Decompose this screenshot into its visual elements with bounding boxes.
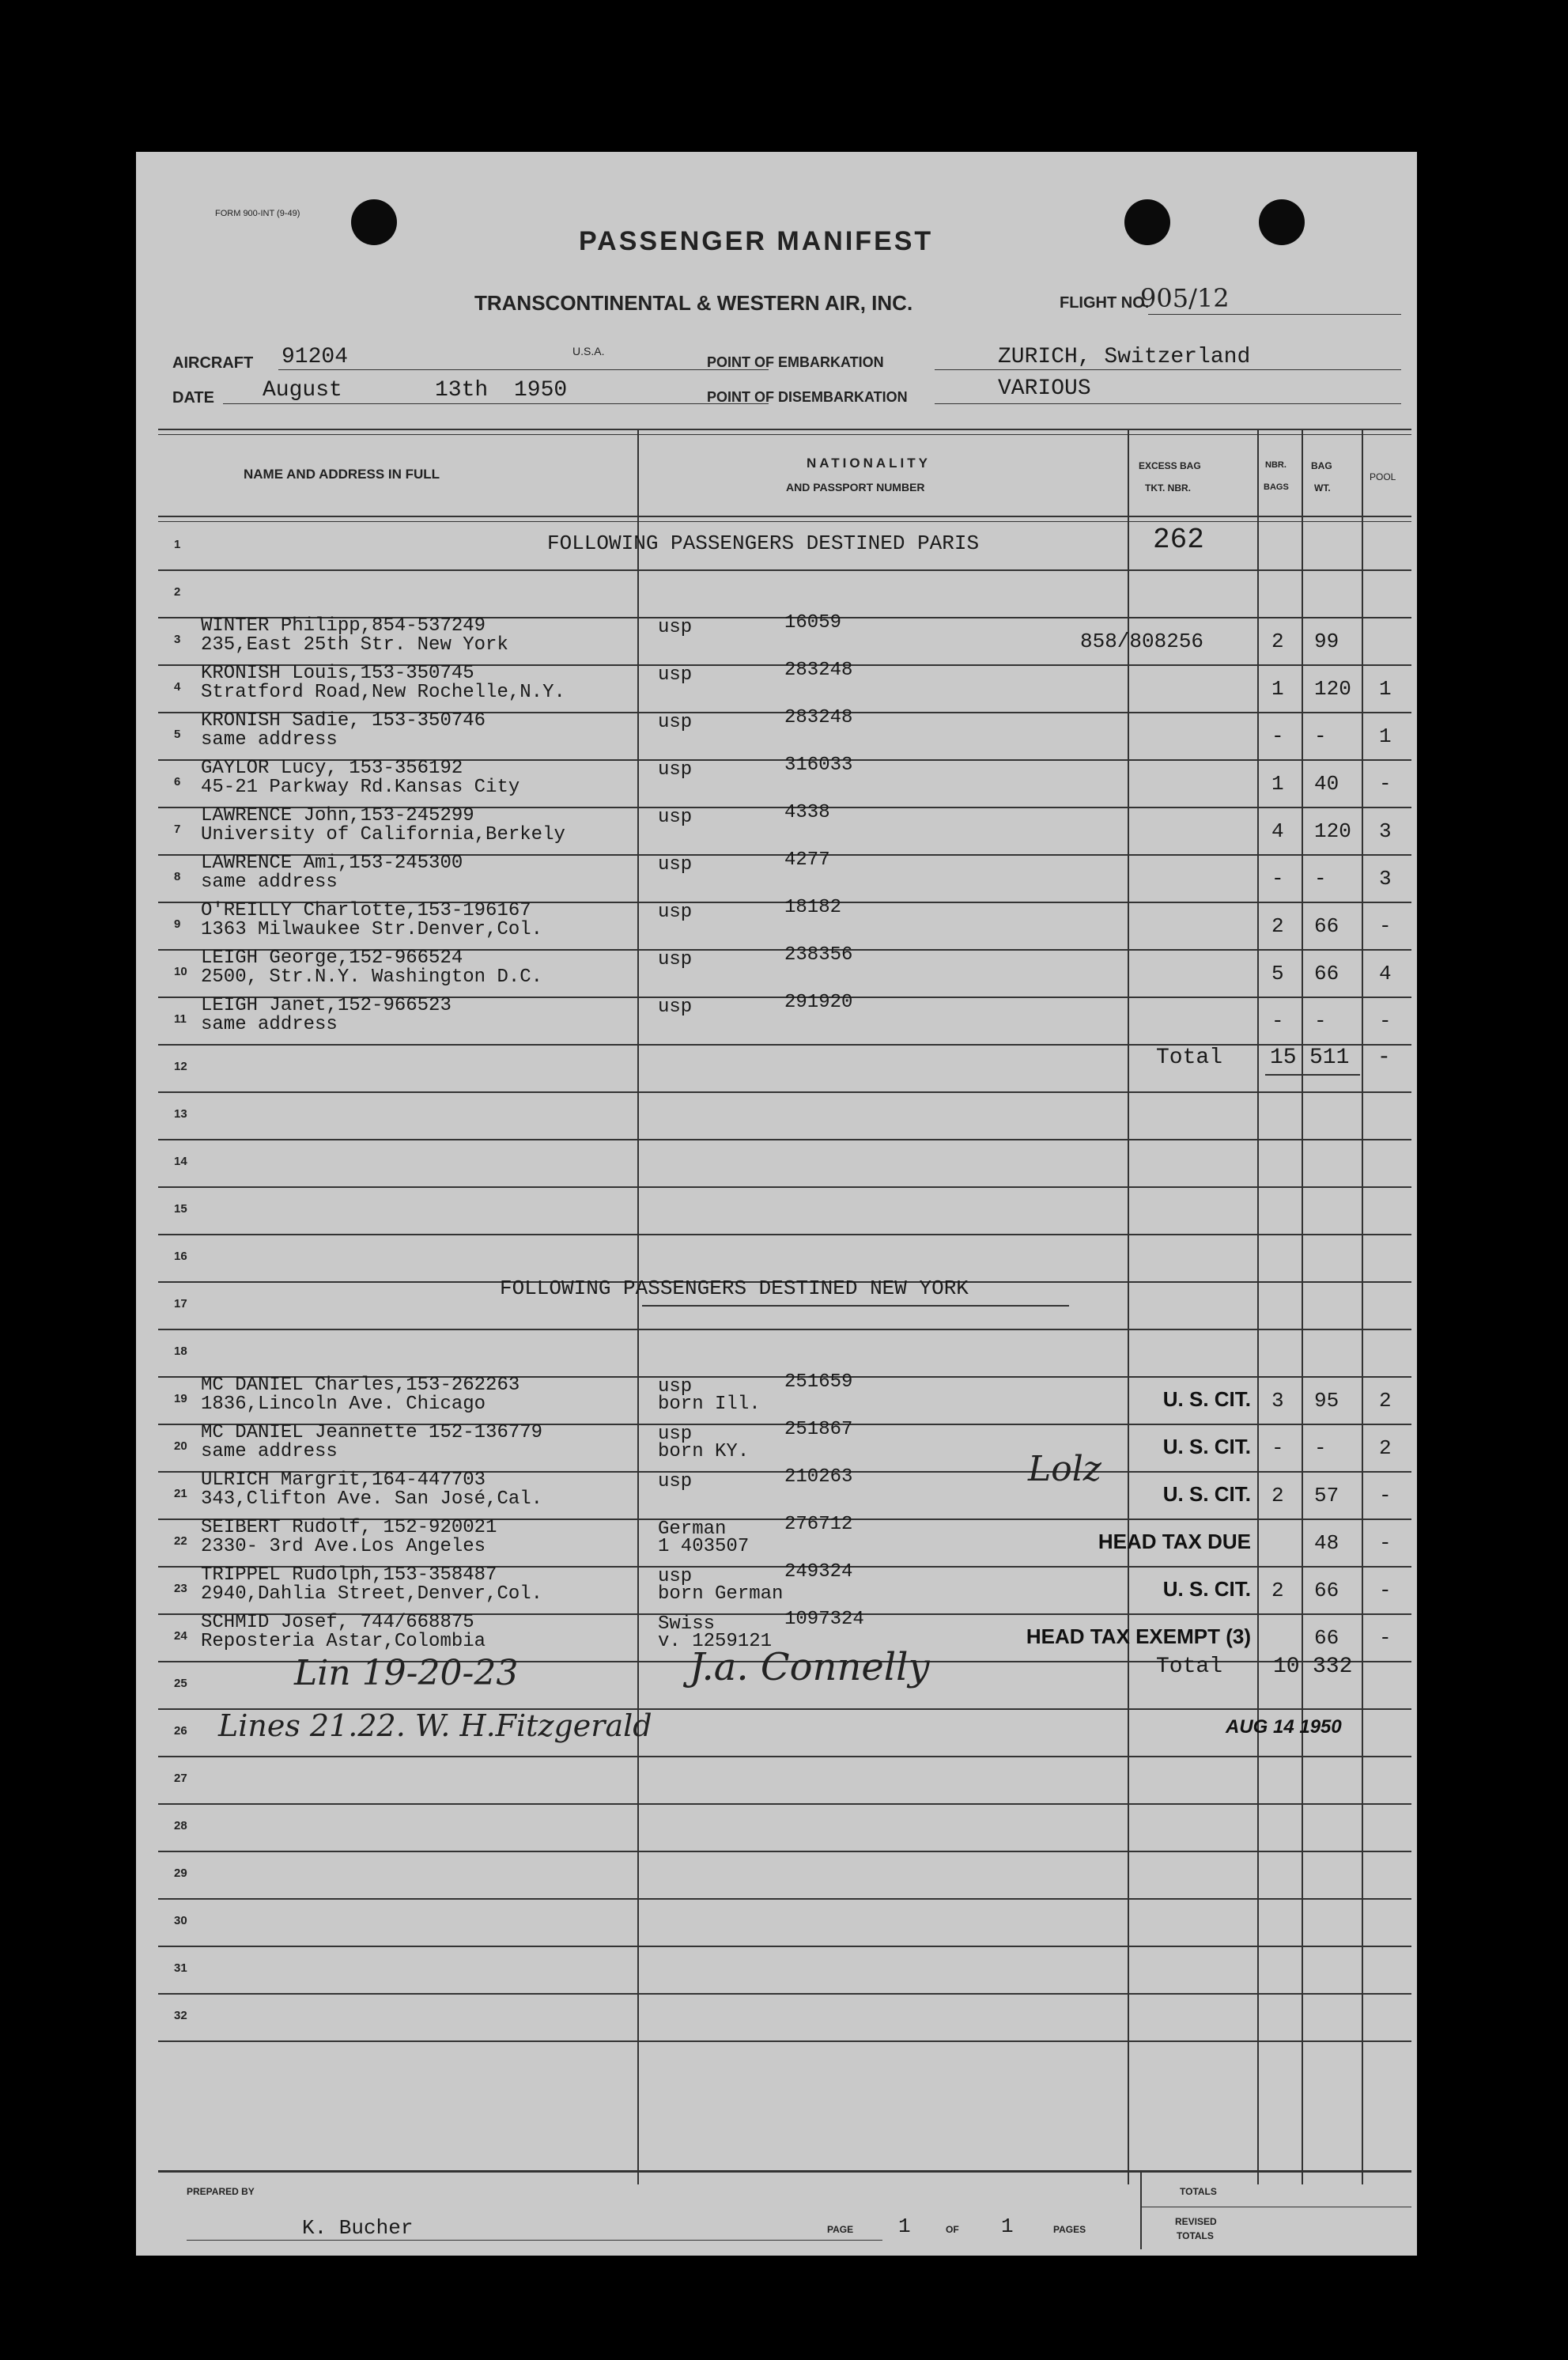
passenger-name: ULRICH Margrit,164-447703	[201, 1469, 486, 1491]
handwritten-lines-note-2: Lines 21.22. W. H.Fitzgerald	[218, 1708, 652, 1743]
passenger-address: same address	[201, 729, 338, 751]
revised-label: REVISED	[1175, 2216, 1217, 2227]
passenger-address: University of California,Berkely	[201, 824, 565, 845]
row-number: 28	[174, 1819, 187, 1832]
citizenship-stamp: HEAD TAX DUE	[1098, 1530, 1251, 1553]
table-row	[136, 1805, 1417, 1852]
bag-count: 2	[1271, 914, 1284, 938]
pool-value: -	[1379, 1009, 1392, 1033]
nationality-note: 1 403507	[658, 1536, 750, 1557]
row-number: 29	[174, 1866, 187, 1880]
citizenship-stamp: U. S. CIT.	[1162, 1482, 1251, 1506]
passenger-name: MC DANIEL Charles,153-262263	[201, 1375, 520, 1396]
row-number: 4	[174, 680, 181, 694]
passport-number: 4277	[784, 849, 830, 871]
aircraft-underline	[278, 369, 769, 370]
bag-weight: -	[1314, 1009, 1327, 1033]
punch-hole	[1124, 199, 1170, 245]
paris-total-label: Total	[1156, 1046, 1223, 1070]
passenger-name: GAYLOR Lucy, 153-356192	[201, 758, 463, 779]
total-underline	[1265, 1074, 1360, 1076]
table-bottom-border	[158, 2170, 1411, 2173]
table-row	[136, 992, 1417, 1046]
table-row	[136, 1419, 1417, 1473]
passport-number: 1097324	[784, 1609, 864, 1630]
passenger-name: LAWRENCE John,153-245299	[201, 805, 474, 826]
passport-number: 276712	[784, 1514, 853, 1535]
bag-count: 2	[1271, 1579, 1284, 1602]
row-number: 24	[174, 1629, 187, 1643]
bag-weight: -	[1314, 1436, 1327, 1460]
passenger-address: 2500, Str.N.Y. Washington D.C.	[201, 966, 543, 988]
handwritten-lines-note: Lin 19-20-23	[294, 1653, 519, 1693]
nationality-note: born KY.	[658, 1441, 750, 1462]
table-row	[136, 1330, 1417, 1378]
handwritten-signature: J.a. Connelly	[690, 1645, 930, 1689]
pool-value: 3	[1379, 819, 1392, 843]
row-number: 30	[174, 1914, 187, 1927]
nationality: usp	[658, 759, 693, 781]
row-number: 18	[174, 1345, 187, 1358]
nationality: usp	[658, 997, 693, 1018]
table-row	[136, 1514, 1417, 1568]
flight-label: FLIGHT NO.	[1060, 294, 1150, 312]
page-label: PAGE	[827, 2224, 854, 2235]
bag-weight: 120	[1314, 677, 1351, 701]
passenger-address: 1836,Lincoln Ave. Chicago	[201, 1394, 486, 1415]
column-header-excess: EXCESS BAG	[1139, 460, 1201, 471]
bag-weight: 120	[1314, 819, 1351, 843]
nationality: usp	[658, 664, 693, 686]
passport-number: 16059	[784, 612, 842, 633]
heading-underline	[642, 1305, 1069, 1307]
pool-value: -	[1379, 772, 1392, 796]
aircraft-label: AIRCRAFT	[172, 354, 254, 372]
passenger-address: Reposteria Astar,Colombia	[201, 1631, 486, 1652]
date-underline	[223, 403, 769, 404]
pages-label: PAGES	[1053, 2224, 1086, 2235]
flight-number: 905/12	[1140, 283, 1230, 313]
passenger-address: 343,Clifton Ave. San José,Cal.	[201, 1488, 543, 1510]
passport-number: 291920	[784, 992, 853, 1013]
passport-number: 4338	[784, 802, 830, 823]
prepared-underline	[187, 2240, 882, 2241]
row-number: 14	[174, 1155, 187, 1168]
table-row	[136, 897, 1417, 951]
excess-ticket-number: 262	[1153, 524, 1204, 556]
nationality-note: v. 1259121	[658, 1631, 773, 1652]
header-bottom-border	[158, 521, 1411, 522]
excess-ticket: 858/808256	[1080, 630, 1204, 653]
row-number: 12	[174, 1060, 187, 1073]
row-number: 15	[174, 1202, 187, 1216]
row-number: 19	[174, 1392, 187, 1405]
table-row	[136, 1900, 1417, 1947]
passenger-address: 2330- 3rd Ave.Los Angeles	[201, 1536, 486, 1557]
column-header-passport: AND PASSPORT NUMBER	[786, 481, 925, 494]
table-top-border	[158, 434, 1411, 435]
column-header-nbr: NBR.	[1265, 460, 1287, 470]
passenger-address: same address	[201, 1441, 338, 1462]
totals-box-border	[1140, 2170, 1142, 2249]
nationality: usp	[658, 617, 693, 638]
aircraft-number: 91204	[281, 345, 349, 369]
table-row	[136, 1995, 1417, 2042]
punch-hole	[351, 199, 397, 245]
bag-count: -	[1271, 724, 1284, 748]
bag-count: 1	[1271, 677, 1284, 701]
nationality: usp	[658, 949, 693, 970]
row-number: 5	[174, 728, 181, 741]
bag-weight: -	[1314, 867, 1327, 891]
bag-weight: 57	[1314, 1484, 1339, 1507]
received-date-stamp: AUG 14 1950	[1226, 1716, 1342, 1738]
nationality: usp	[658, 1471, 693, 1492]
nationality: German	[658, 1518, 727, 1540]
pool-value: -	[1379, 1531, 1392, 1555]
table-row	[136, 571, 1417, 618]
paris-total-weight: 511	[1309, 1046, 1350, 1070]
disembarkation-underline	[935, 403, 1401, 404]
bag-weight: 40	[1314, 772, 1339, 796]
table-row	[136, 707, 1417, 761]
new-york-total-bags: 10	[1273, 1655, 1300, 1679]
passport-number: 283248	[784, 660, 853, 681]
table-row	[136, 1235, 1417, 1283]
prepared-by-label: PREPARED BY	[187, 2186, 255, 2197]
row-number: 31	[174, 1961, 187, 1975]
header-bottom-border	[158, 516, 1411, 517]
citizenship-stamp: U. S. CIT.	[1162, 1577, 1251, 1601]
row-number: 27	[174, 1772, 187, 1785]
column-header-pool: POOL	[1370, 471, 1396, 482]
row-rule	[158, 2040, 1411, 2042]
row-number: 7	[174, 823, 181, 836]
citizenship-stamp: U. S. CIT.	[1162, 1387, 1251, 1411]
row-number: 17	[174, 1297, 187, 1310]
bag-weight: 95	[1314, 1389, 1339, 1413]
embarkation-underline	[935, 369, 1401, 370]
pool-value: -	[1379, 914, 1392, 938]
bag-weight: -	[1314, 724, 1327, 748]
bag-weight: 48	[1314, 1531, 1339, 1555]
passport-number: 316033	[784, 755, 853, 776]
table-row	[136, 944, 1417, 998]
nationality: Swiss	[658, 1613, 716, 1635]
passenger-name: MC DANIEL Jeannette 152-136779	[201, 1422, 543, 1443]
row-number: 21	[174, 1487, 187, 1500]
nationality-note: born Ill.	[658, 1394, 761, 1415]
company-name: TRANSCONTINENTAL & WESTERN AIR, INC.	[474, 291, 913, 315]
paris-total-pool: -	[1377, 1046, 1391, 1070]
passport-number: 283248	[784, 707, 853, 728]
passenger-name: LEIGH Janet,152-966523	[201, 995, 452, 1016]
table-row	[136, 1852, 1417, 1900]
bag-count: 2	[1271, 630, 1284, 653]
column-header-name: NAME AND ADDRESS IN FULL	[244, 467, 440, 482]
pool-value: 2	[1379, 1389, 1392, 1413]
table-row	[136, 1046, 1417, 1093]
pool-value: 4	[1379, 962, 1392, 985]
prepared-by-name: K. Bucher	[302, 2216, 414, 2240]
table-row	[136, 849, 1417, 903]
bag-count: -	[1271, 1009, 1284, 1033]
bag-count: -	[1271, 1436, 1284, 1460]
row-number: 13	[174, 1107, 187, 1121]
passenger-name: LEIGH George,152-966524	[201, 947, 463, 969]
row-number: 32	[174, 2009, 187, 2022]
row-number: 26	[174, 1724, 187, 1738]
row-number: 1	[174, 538, 181, 551]
row-number: 16	[174, 1250, 187, 1263]
passenger-address: 235,East 25th Str. New York	[201, 634, 508, 656]
nationality-note: born German	[658, 1583, 784, 1605]
bag-count: 1	[1271, 772, 1284, 796]
date-year: 1950	[514, 378, 568, 403]
passport-number: 238356	[784, 944, 853, 966]
table-row	[136, 1140, 1417, 1188]
pool-value: 3	[1379, 867, 1392, 891]
page-title: PASSENGER MANIFEST	[579, 226, 934, 256]
table-row	[136, 612, 1417, 666]
date-day: 13th	[435, 378, 489, 403]
disembarkation-label: POINT OF DISEMBARKATION	[707, 389, 908, 405]
passenger-name: LAWRENCE Ami,153-245300	[201, 853, 463, 874]
handwritten-initials: Lolz	[1028, 1449, 1101, 1489]
passport-number: 18182	[784, 897, 842, 918]
bag-weight: 66	[1314, 914, 1339, 938]
nationality: usp	[658, 1566, 693, 1587]
form-code: FORM 900-INT (9-49)	[215, 209, 300, 218]
totals-label: TOTALS	[1180, 2186, 1217, 2197]
passenger-name: SEIBERT Rudolf, 152-920021	[201, 1517, 497, 1538]
passenger-name: KRONISH Louis,153-350745	[201, 663, 474, 684]
bag-weight: 66	[1314, 962, 1339, 985]
pool-value: 1	[1379, 677, 1392, 701]
new-york-total-label: Total	[1156, 1655, 1223, 1679]
row-number: 3	[174, 633, 181, 646]
row-number: 11	[174, 1012, 187, 1026]
passenger-name: TRIPPEL Rudolph,153-358487	[201, 1564, 497, 1586]
bag-weight: 66	[1314, 1579, 1339, 1602]
passport-number: 210263	[784, 1466, 853, 1488]
nationality: usp	[658, 807, 693, 828]
pool-value: 1	[1379, 724, 1392, 748]
pool-value: 2	[1379, 1436, 1392, 1460]
nationality: usp	[658, 854, 693, 876]
table-row	[136, 1188, 1417, 1235]
row-number: 23	[174, 1582, 187, 1595]
passenger-address: same address	[201, 1014, 338, 1035]
passenger-name: KRONISH Sadie, 153-350746	[201, 710, 486, 732]
table-row	[136, 1371, 1417, 1425]
column-header-nationality: NATIONALITY	[807, 456, 931, 471]
table-row	[136, 802, 1417, 856]
column-header-bags: BAGS	[1264, 482, 1289, 492]
usa-label: U.S.A.	[572, 345, 605, 357]
citizenship-stamp: HEAD TAX EXEMPT (3)	[1026, 1624, 1251, 1648]
table-row	[136, 1561, 1417, 1615]
of-label: OF	[946, 2224, 959, 2235]
table-row	[136, 1757, 1417, 1805]
row-number: 22	[174, 1534, 187, 1548]
date-label: DATE	[172, 389, 214, 407]
bag-count: 3	[1271, 1389, 1284, 1413]
page-number: 1	[898, 2214, 911, 2238]
total-pages: 1	[1001, 2214, 1014, 2238]
section-heading-paris: FOLLOWING PASSENGERS DESTINED PARIS	[547, 531, 980, 555]
date-month: August	[263, 378, 342, 403]
passenger-address: same address	[201, 872, 338, 893]
passenger-address: 45-21 Parkway Rd.Kansas City	[201, 777, 520, 798]
new-york-total-weight: 332	[1313, 1655, 1353, 1679]
bag-count: 2	[1271, 1484, 1284, 1507]
row-number: 20	[174, 1439, 187, 1453]
embarkation-value: ZURICH, Switzerland	[998, 345, 1251, 369]
revised-totals-label: TOTALS	[1177, 2230, 1214, 2241]
row-number: 9	[174, 917, 181, 931]
manifest-sheet	[136, 152, 1417, 2256]
flight-underline	[1148, 314, 1401, 315]
bag-count: 5	[1271, 962, 1284, 985]
pool-value: -	[1379, 1626, 1392, 1650]
pool-value: -	[1379, 1579, 1392, 1602]
row-number: 10	[174, 965, 187, 978]
row-number: 8	[174, 870, 181, 883]
passenger-name: O'REILLY Charlotte,153-196167	[201, 900, 531, 921]
punch-hole	[1259, 199, 1305, 245]
passenger-address: 2940,Dahlia Street,Denver,Col.	[201, 1583, 543, 1605]
bag-weight: 99	[1314, 630, 1339, 653]
disembarkation-value: VARIOUS	[998, 376, 1091, 401]
row-number: 6	[174, 775, 181, 789]
row-number: 25	[174, 1677, 187, 1690]
passport-number: 249324	[784, 1561, 853, 1583]
column-header-ticket: TKT. NBR.	[1145, 482, 1191, 494]
bag-count: 4	[1271, 819, 1284, 843]
table-row	[136, 1093, 1417, 1140]
nationality: usp	[658, 712, 693, 733]
passenger-address: Stratford Road,New Rochelle,N.Y.	[201, 682, 565, 703]
nationality: usp	[658, 1376, 693, 1397]
embarkation-label: POINT OF EMBARKATION	[707, 354, 884, 370]
pool-value: -	[1379, 1484, 1392, 1507]
nationality: usp	[658, 902, 693, 923]
nationality: usp	[658, 1424, 693, 1445]
row-number: 2	[174, 585, 181, 599]
passport-number: 251659	[784, 1371, 853, 1393]
bag-count: -	[1271, 867, 1284, 891]
column-header-bag: BAG	[1311, 460, 1332, 471]
paris-total-bags: 15	[1270, 1046, 1297, 1070]
table-row	[136, 1947, 1417, 1995]
citizenship-stamp: U. S. CIT.	[1162, 1435, 1251, 1458]
passenger-address: 1363 Milwaukee Str.Denver,Col.	[201, 919, 543, 940]
bag-weight: 66	[1314, 1626, 1339, 1650]
passenger-name: SCHMID Josef, 744/668875	[201, 1612, 474, 1633]
passenger-name: WINTER Philipp,854-537249	[201, 615, 486, 637]
table-row	[136, 755, 1417, 808]
column-header-wt: WT.	[1314, 482, 1331, 494]
passport-number: 251867	[784, 1419, 853, 1440]
table-row	[136, 660, 1417, 713]
table-top-border	[158, 429, 1411, 430]
section-heading-new-york: FOLLOWING PASSENGERS DESTINED NEW YORK	[500, 1276, 969, 1300]
